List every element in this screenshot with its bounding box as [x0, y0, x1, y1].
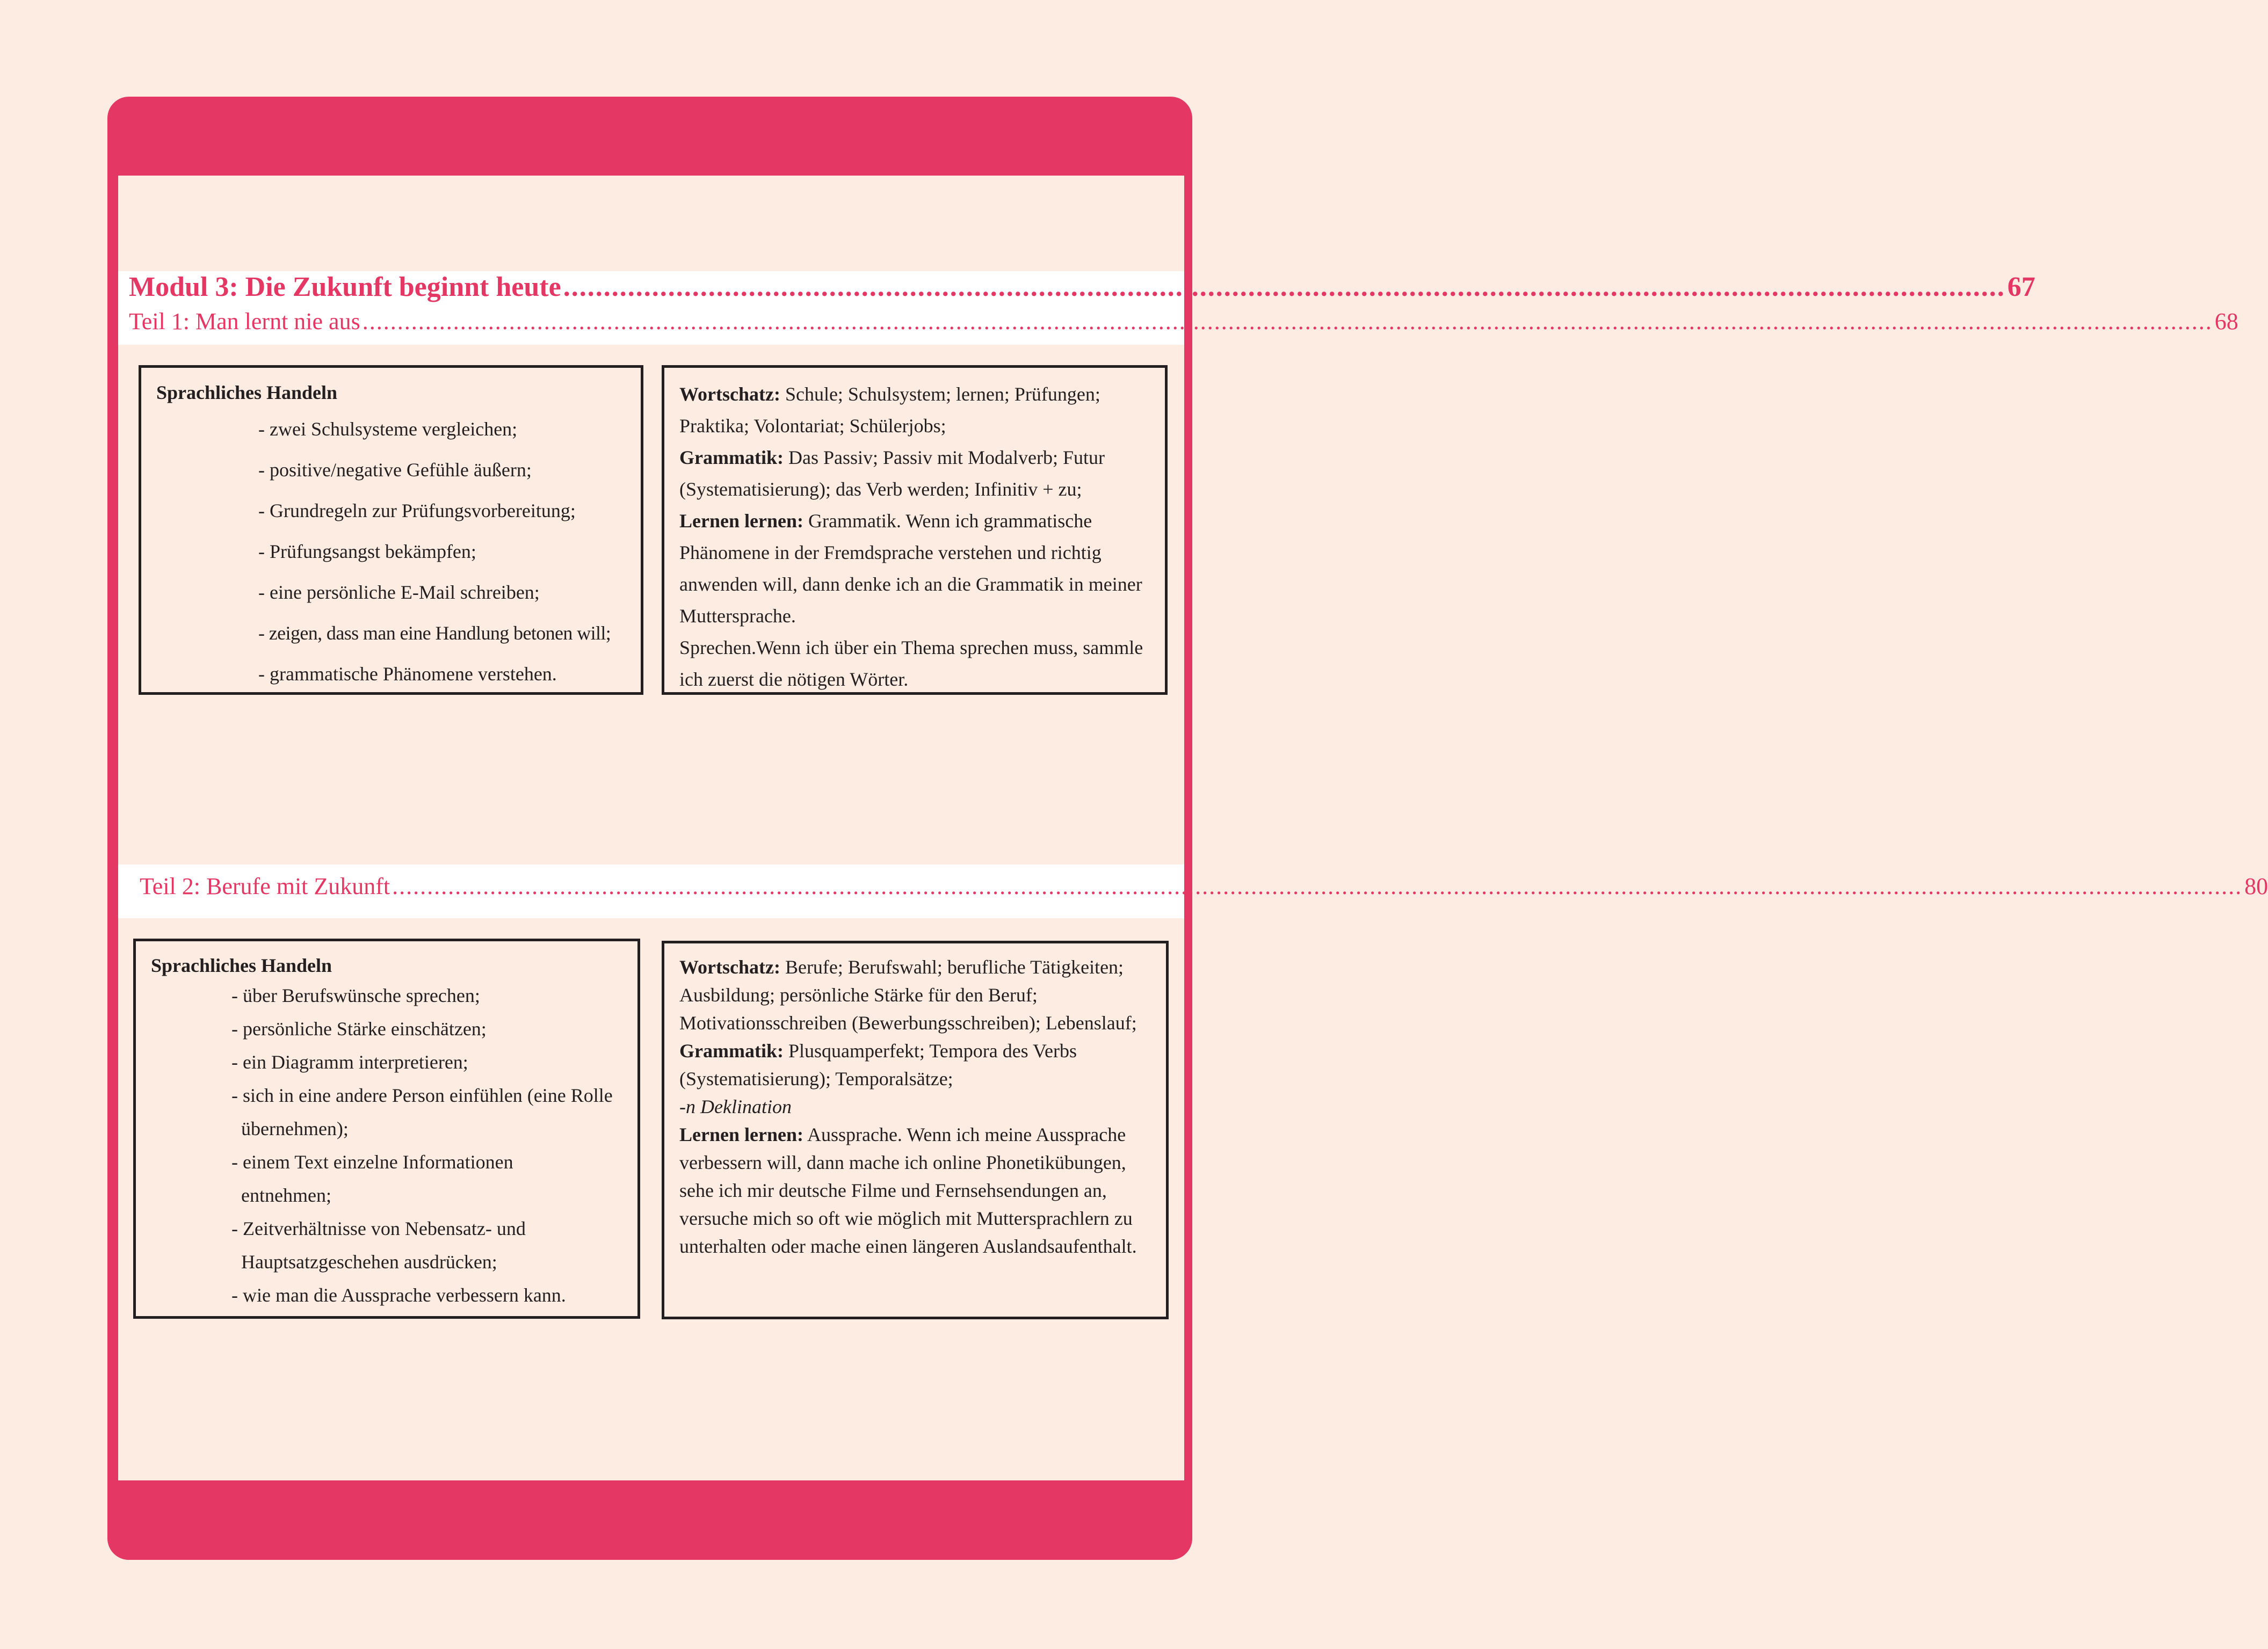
- dot-leader: ...................................................................................................................................................................................: [563, 272, 2005, 302]
- teil2-lernen: [679, 1121, 1154, 1260]
- list-item: - einem Text einzelne Informationen entnehmen;: [231, 1151, 513, 1206]
- grammatik-label: Grammatik:: [679, 447, 784, 468]
- teil2-handeln-list: [151, 979, 625, 1312]
- list-item: - wie man die Aussprache verbessern kann.: [231, 1284, 566, 1306]
- teil1-inhalt-box: [662, 365, 1168, 695]
- grammatik-label: Grammatik:: [679, 1040, 784, 1062]
- teil1-lernen: [679, 505, 1153, 632]
- list-item: - persönliche Stärke einschätzen;: [231, 1018, 487, 1040]
- list-item: - zwei Schulsysteme vergleichen;: [258, 418, 518, 440]
- wortschatz-text: Berufe; Berufswahl; berufliche Tätigkeiten; Ausbildung; persönliche Stärke für den Beruf; Motivationsschreiben (Bewerbungsschreiben); Lebenslauf;: [679, 956, 1137, 1034]
- teil2-grammatik: [679, 1037, 1154, 1093]
- teil2-inhalt-box: [662, 941, 1169, 1319]
- list-item: - eine persönliche E-Mail schreiben;: [258, 582, 540, 603]
- teil2-wortschatz: [679, 953, 1154, 1037]
- teil1-page-number: 68: [2214, 308, 2238, 335]
- grammatik-text: Das Passiv; Passiv mit Modalverb; Futur (Systematisierung); das Verb werden; Infinitiv + zu;: [679, 447, 1105, 500]
- teil2-title: Teil 2: Berufe mit Zukunft: [140, 873, 390, 899]
- lernen-text: Grammatik. Wenn ich grammatische Phänomene in der Fremdsprache verstehen und richtig anwenden will, dann denke ich an die Grammatik in meiner Muttersprache.: [679, 510, 1142, 627]
- list-item: - Prüfungsangst bekämpfen;: [258, 541, 476, 562]
- dot-leader: .........................................................................................................................................................................................................................................................................: [362, 308, 2213, 335]
- teil2-page-number: 80: [2244, 873, 2268, 899]
- toc-entry-modul[interactable]: [129, 271, 2035, 307]
- teil2-deklination: -n Deklination: [679, 1096, 792, 1117]
- teil1-title: Teil 1: Man lernt nie aus: [129, 308, 360, 335]
- wortschatz-text: Schule; Schulsystem; lernen; Prüfungen; Praktika; Volontariat; Schülerjobs;: [679, 383, 1100, 437]
- lernen-text: Aussprache. Wenn ich meine Aussprache verbessern will, dann mache ich online Phonetikübungen, sehe ich mir deutsche Filme und Fernsehsendungen an, versuche mich so oft wie möglich mit Muttersprachlern zu unterhalten oder mache einen längeren Auslandsaufenthalt.: [679, 1124, 1137, 1257]
- teil1-wortschatz: [679, 379, 1153, 442]
- wortschatz-label: Wortschatz:: [679, 383, 780, 405]
- list-item: - Grundregeln zur Prüfungsvorbereitung;: [258, 500, 576, 521]
- wortschatz-label: Wortschatz:: [679, 956, 780, 978]
- list-item: - grammatische Phänomene verstehen.: [258, 663, 557, 685]
- dot-leader: .........................................................................................................................................................................................................................................................................: [392, 873, 2243, 899]
- teil1-sprechen: Sprechen.Wenn ich über ein Thema sprechen muss, sammle ich zuerst die nötigen Wörter.: [679, 637, 1143, 690]
- lernen-label: Lernen lernen:: [679, 1124, 803, 1145]
- modul-page-number: 67: [2007, 272, 2035, 302]
- list-item: - zeigen, dass man eine Handlung betonen will;: [258, 622, 611, 644]
- teil2-handeln-box: [133, 939, 640, 1319]
- teil1-handeln-heading: Sprachliches Handeln: [156, 382, 338, 403]
- teil2-handeln-heading: Sprachliches Handeln: [151, 955, 332, 976]
- teil1-handeln-list: [156, 409, 630, 694]
- list-item: - ein Diagramm interpretieren;: [231, 1051, 468, 1073]
- list-item: - positive/negative Gefühle äußern;: [258, 459, 532, 481]
- grammatik-text: Plusquamperfekt; Tempora des Verbs (Systematisierung); Temporalsätze;: [679, 1040, 1077, 1089]
- list-item: - Zeitverhältnisse von Nebensatz- und Hauptsatzgeschehen ausdrücken;: [231, 1218, 526, 1273]
- list-item: - sich in eine andere Person einfühlen (eine Rolle übernehmen);: [231, 1085, 613, 1139]
- list-item: - über Berufswünsche sprechen;: [231, 985, 480, 1006]
- modul-title: Modul 3: Die Zukunft beginnt heute: [129, 272, 561, 302]
- teil1-handeln-box: [139, 365, 643, 695]
- toc-entry-teil2[interactable]: [140, 873, 2268, 906]
- toc-entry-teil1[interactable]: [129, 308, 2238, 340]
- lernen-label: Lernen lernen:: [679, 510, 803, 532]
- teil1-grammatik: [679, 442, 1153, 505]
